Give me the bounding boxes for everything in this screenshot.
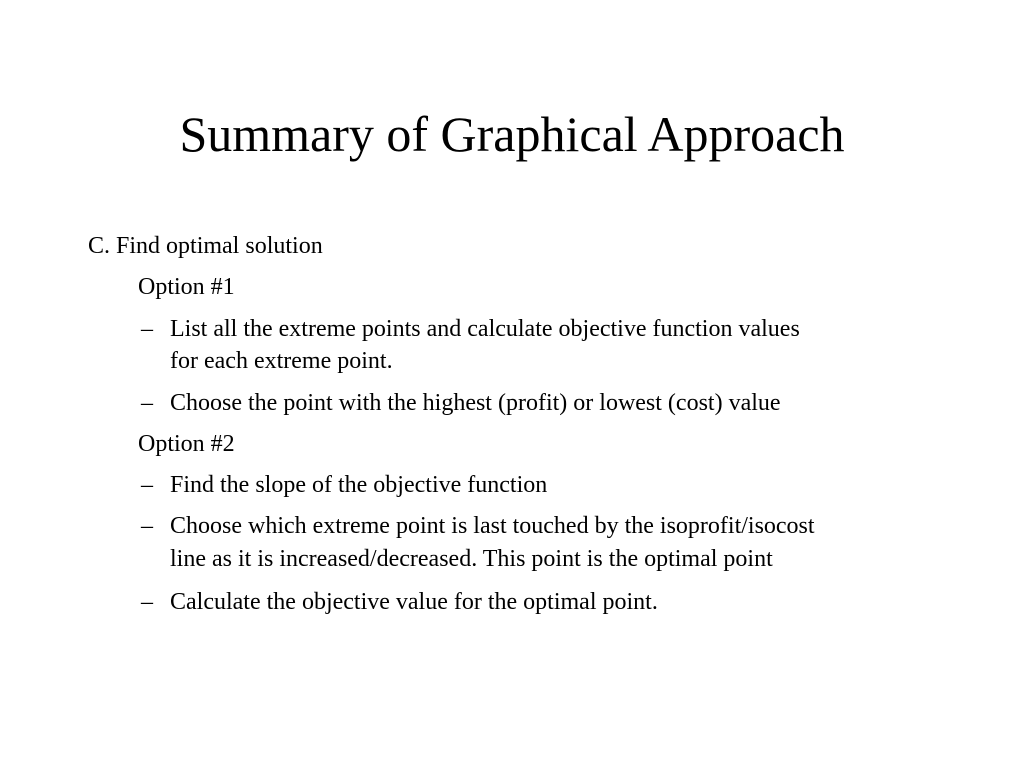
- option-1-bullet-2-line-1: Choose the point with the highest (profit) or lowest (cost) value: [170, 390, 781, 416]
- option-2-bullet-3-line-1: Calculate the objective value for the optimal point.: [170, 589, 658, 615]
- option-2-bullet-1-marker: –: [141, 472, 153, 498]
- option-2-label: Option #2: [138, 431, 235, 457]
- option-2-bullet-2-marker: –: [141, 513, 153, 539]
- option-2-bullet-2-line-2: line as it is increased/decreased. This point is the optimal point: [170, 546, 773, 572]
- option-1-bullet-1-marker: –: [141, 316, 153, 342]
- option-2-bullet-2-line-1: Choose which extreme point is last touched by the isoprofit/isocost: [170, 513, 815, 539]
- option-1-label: Option #1: [138, 274, 235, 300]
- slide-title: Summary of Graphical Approach: [179, 106, 845, 162]
- option-1-bullet-1-line-2: for each extreme point.: [170, 348, 393, 374]
- section-heading: C. Find optimal solution: [88, 233, 323, 259]
- option-2-bullet-1-line-1: Find the slope of the objective function: [170, 472, 548, 498]
- option-2-bullet-3-marker: –: [141, 589, 153, 615]
- option-1-bullet-1-line-1: List all the extreme points and calculate objective function values: [170, 316, 800, 342]
- option-1-bullet-2-marker: –: [141, 390, 153, 416]
